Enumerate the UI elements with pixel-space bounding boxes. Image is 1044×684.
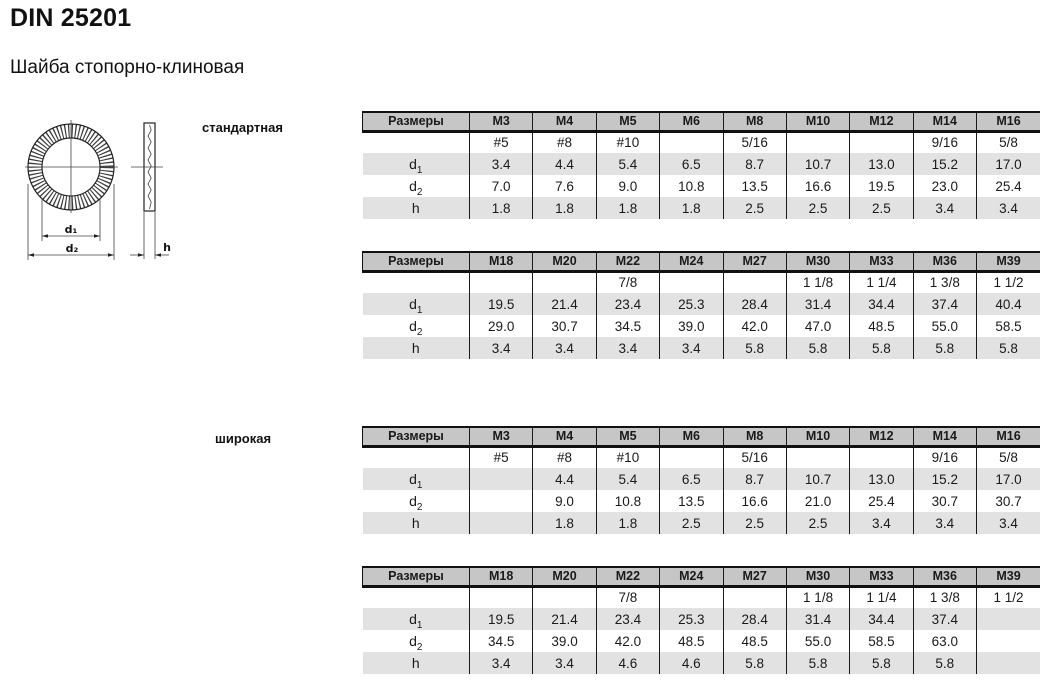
size-column-header: M20: [533, 567, 596, 586]
row-label-cell: h: [411, 200, 420, 216]
dimension-value-cell: 10.7: [786, 468, 849, 490]
dimension-value-cell: 3.4: [977, 512, 1041, 534]
inch-value-cell: 1 1/4: [850, 586, 913, 608]
size-column-header: M18: [470, 567, 533, 586]
dimension-value-cell: 1.8: [596, 197, 659, 219]
inch-value-cell: 9/16: [913, 131, 976, 153]
dimension-value-cell: 5.4: [596, 153, 659, 175]
inch-equivalent-row: [363, 446, 1041, 468]
size-column-header: M10: [786, 112, 849, 131]
dimension-value-cell: 30.7: [913, 490, 976, 512]
size-column-header: M3: [470, 112, 533, 131]
dimension-value-cell: 23.0: [913, 175, 976, 197]
dimension-value-cell: 1.8: [533, 197, 596, 219]
size-column-header: M39: [977, 252, 1041, 271]
table-standard-m18-m39: [362, 251, 1040, 359]
dimension-value-cell: 39.0: [660, 315, 723, 337]
size-column-header: M4: [533, 112, 596, 131]
size-column-header: M5: [596, 112, 659, 131]
washer-technical-drawing: [15, 108, 185, 266]
dimensions-header-cell: Размеры: [363, 252, 470, 271]
dimension-value-cell: 3.4: [977, 197, 1041, 219]
size-column-header: M5: [596, 427, 659, 446]
dimension-row: [363, 630, 1041, 652]
dimension-value-cell: 3.4: [470, 337, 533, 359]
dimension-value-cell: 55.0: [786, 630, 849, 652]
inch-value-cell: [786, 131, 849, 153]
dimension-value-cell: 19.5: [470, 608, 533, 630]
size-column-header: M6: [660, 112, 723, 131]
row-label-cell: $d_1$: [409, 296, 423, 316]
page-title: DIN 25201: [10, 4, 132, 32]
dimension-value-cell: [470, 512, 533, 534]
size-column-header: M33: [850, 252, 913, 271]
dimension-row: [363, 337, 1041, 359]
row-label-cell: $d_2$: [409, 493, 423, 513]
inch-value-cell: 1 1/2: [977, 271, 1041, 293]
dimension-value-cell: 29.0: [470, 315, 533, 337]
dimension-value-cell: [977, 608, 1041, 630]
size-column-header: M18: [470, 252, 533, 271]
dimension-value-cell: 47.0: [786, 315, 849, 337]
inch-value-cell: [533, 271, 596, 293]
dimension-row: [363, 153, 1041, 175]
dimension-value-cell: 8.7: [723, 153, 786, 175]
dimension-row: [363, 652, 1041, 674]
dimension-value-cell: 2.5: [723, 197, 786, 219]
d2-dimension-label: d₂: [65, 242, 79, 255]
size-column-header: M36: [913, 567, 976, 586]
row-label-cell: $d_1$: [409, 611, 423, 631]
dimension-value-cell: 1.8: [533, 512, 596, 534]
inch-value-cell: [850, 446, 913, 468]
dimension-value-cell: 5.8: [913, 652, 976, 674]
dimension-value-cell: 13.0: [850, 153, 913, 175]
dimension-value-cell: 25.3: [660, 608, 723, 630]
inch-value-cell: [470, 271, 533, 293]
dimension-value-cell: 21.0: [786, 490, 849, 512]
inch-value-cell: #5: [470, 131, 533, 153]
dimension-value-cell: 37.4: [913, 293, 976, 315]
dimension-value-cell: 42.0: [723, 315, 786, 337]
dimension-value-cell: 16.6: [786, 175, 849, 197]
dimension-value-cell: 6.5: [660, 153, 723, 175]
size-column-header: M14: [913, 112, 976, 131]
dimension-value-cell: 17.0: [977, 153, 1041, 175]
dimension-value-cell: 19.5: [850, 175, 913, 197]
dimension-value-cell: 16.6: [723, 490, 786, 512]
dimension-value-cell: 48.5: [723, 630, 786, 652]
dimension-value-cell: 3.4: [660, 337, 723, 359]
size-column-header: M27: [723, 567, 786, 586]
row-label-cell: [363, 446, 470, 468]
inch-value-cell: #10: [596, 446, 659, 468]
washer-front-view: [25, 120, 118, 213]
size-column-header: M6: [660, 427, 723, 446]
size-column-header: M16: [977, 112, 1041, 131]
dimension-value-cell: 30.7: [533, 315, 596, 337]
dimension-value-cell: 48.5: [850, 315, 913, 337]
dimension-value-cell: 28.4: [723, 293, 786, 315]
size-column-header: M22: [596, 252, 659, 271]
row-label-cell: h: [411, 655, 420, 671]
dimension-value-cell: 39.0: [533, 630, 596, 652]
dimension-value-cell: 23.4: [596, 293, 659, 315]
table-header-row: [363, 567, 1041, 586]
dimension-value-cell: 2.5: [723, 512, 786, 534]
dimension-row: [363, 197, 1041, 219]
dimension-value-cell: 21.4: [533, 608, 596, 630]
dimension-value-cell: 28.4: [723, 608, 786, 630]
dimension-value-cell: 7.0: [470, 175, 533, 197]
inch-value-cell: 1 1/2: [977, 586, 1041, 608]
row-label-cell: h: [411, 515, 420, 531]
size-column-header: M20: [533, 252, 596, 271]
inch-value-cell: [660, 586, 723, 608]
dimension-value-cell: 9.0: [533, 490, 596, 512]
dimension-value-cell: 1.8: [596, 512, 659, 534]
size-column-header: M3: [470, 427, 533, 446]
size-column-header: M24: [660, 567, 723, 586]
inch-value-cell: 5/16: [723, 446, 786, 468]
d1-dimension-label: d₁: [64, 223, 78, 236]
inch-value-cell: [850, 131, 913, 153]
dimension-value-cell: 5.8: [786, 652, 849, 674]
row-label-cell: [363, 586, 470, 608]
dimension-value-cell: 5.8: [850, 337, 913, 359]
size-column-header: M36: [913, 252, 976, 271]
dimension-value-cell: 5.8: [850, 652, 913, 674]
row-label-cell: $d_2$: [409, 178, 423, 198]
table-standard-m3-m16: [362, 111, 1040, 219]
dimension-value-cell: 19.5: [470, 293, 533, 315]
dimension-value-cell: 10.7: [786, 153, 849, 175]
dimension-value-cell: 8.7: [723, 468, 786, 490]
dimension-value-cell: 3.4: [596, 337, 659, 359]
inch-equivalent-row: [363, 271, 1041, 293]
inch-value-cell: [660, 271, 723, 293]
dimension-value-cell: 58.5: [850, 630, 913, 652]
row-label-cell: [363, 271, 470, 293]
dimension-value-cell: 2.5: [786, 512, 849, 534]
size-column-header: M8: [723, 112, 786, 131]
dimension-value-cell: 2.5: [786, 197, 849, 219]
dimension-value-cell: 5.8: [723, 337, 786, 359]
row-label-cell: h: [411, 340, 420, 356]
size-column-header: M12: [850, 427, 913, 446]
dimension-value-cell: 4.6: [660, 652, 723, 674]
dimension-value-cell: 55.0: [913, 315, 976, 337]
inch-value-cell: #8: [533, 446, 596, 468]
dimension-value-cell: [977, 652, 1041, 674]
inch-value-cell: [723, 271, 786, 293]
dimension-row: [363, 490, 1041, 512]
size-column-header: M27: [723, 252, 786, 271]
dimension-value-cell: 3.4: [533, 652, 596, 674]
table-header-row: [363, 427, 1041, 446]
dimension-value-cell: 1.8: [660, 197, 723, 219]
inch-value-cell: #8: [533, 131, 596, 153]
dimension-value-cell: 58.5: [977, 315, 1041, 337]
dimension-value-cell: 23.4: [596, 608, 659, 630]
size-column-header: M30: [786, 252, 849, 271]
dimension-value-cell: 2.5: [850, 197, 913, 219]
row-label-cell: [363, 131, 470, 153]
dimension-value-cell: [977, 630, 1041, 652]
dimension-value-cell: 5.4: [596, 468, 659, 490]
size-column-header: M12: [850, 112, 913, 131]
inch-value-cell: [723, 586, 786, 608]
dimension-value-cell: 30.7: [977, 490, 1041, 512]
inch-value-cell: #5: [470, 446, 533, 468]
size-column-header: M16: [977, 427, 1041, 446]
dimensions-header-cell: Размеры: [363, 567, 470, 586]
dimension-value-cell: 4.4: [533, 468, 596, 490]
dimension-value-cell: 34.4: [850, 293, 913, 315]
dimension-row: [363, 315, 1041, 337]
inch-value-cell: 1 1/4: [850, 271, 913, 293]
dimension-value-cell: 5.8: [977, 337, 1041, 359]
size-column-header: M33: [850, 567, 913, 586]
dimension-value-cell: [470, 468, 533, 490]
dimension-row: [363, 293, 1041, 315]
size-column-header: M4: [533, 427, 596, 446]
inch-value-cell: [470, 586, 533, 608]
dimension-value-cell: 5.8: [913, 337, 976, 359]
size-column-header: M10: [786, 427, 849, 446]
dimension-value-cell: 2.5: [660, 512, 723, 534]
size-column-header: M39: [977, 567, 1041, 586]
dimension-row: [363, 468, 1041, 490]
dimension-value-cell: 9.0: [596, 175, 659, 197]
inch-value-cell: [660, 446, 723, 468]
inch-value-cell: [533, 586, 596, 608]
dimension-value-cell: [470, 490, 533, 512]
size-column-header: M30: [786, 567, 849, 586]
dimension-value-cell: 3.4: [913, 512, 976, 534]
dimension-value-cell: 3.4: [913, 197, 976, 219]
inch-value-cell: 1 1/8: [786, 586, 849, 608]
section-label-standard: стандартная: [202, 120, 283, 135]
h-dimension: [130, 212, 171, 259]
inch-equivalent-row: [363, 586, 1041, 608]
dimension-value-cell: 13.5: [660, 490, 723, 512]
dimension-row: [363, 608, 1041, 630]
dimension-value-cell: 7.6: [533, 175, 596, 197]
dimension-value-cell: 10.8: [660, 175, 723, 197]
inch-value-cell: [786, 446, 849, 468]
dimension-value-cell: 5.8: [723, 652, 786, 674]
h-dimension-label: h: [163, 241, 171, 254]
inch-value-cell: 1 3/8: [913, 271, 976, 293]
inch-value-cell: #10: [596, 131, 659, 153]
row-label-cell: $d_2$: [409, 318, 423, 338]
dimension-row: [363, 175, 1041, 197]
dimension-value-cell: 4.6: [596, 652, 659, 674]
table-wide-m18-m39: [362, 566, 1040, 674]
dimension-value-cell: 15.2: [913, 153, 976, 175]
row-label-cell: $d_1$: [409, 471, 423, 491]
table-header-row: [363, 112, 1041, 131]
dimension-value-cell: 15.2: [913, 468, 976, 490]
dimension-value-cell: 13.0: [850, 468, 913, 490]
dimension-row: [363, 512, 1041, 534]
size-column-header: M22: [596, 567, 659, 586]
dimension-value-cell: 1.8: [470, 197, 533, 219]
inch-value-cell: 9/16: [913, 446, 976, 468]
section-label-wide: широкая: [215, 431, 272, 446]
dimension-value-cell: 25.3: [660, 293, 723, 315]
row-label-cell: $d_2$: [409, 633, 423, 653]
dimensions-header-cell: Размеры: [363, 427, 470, 446]
page-subtitle: Шайба стопорно-клиновая: [10, 57, 245, 78]
size-column-header: M14: [913, 427, 976, 446]
dimension-value-cell: 3.4: [470, 652, 533, 674]
inch-value-cell: 5/8: [977, 446, 1041, 468]
inch-value-cell: 7/8: [596, 586, 659, 608]
dimension-value-cell: 17.0: [977, 468, 1041, 490]
dimension-value-cell: 4.4: [533, 153, 596, 175]
dimension-value-cell: 25.4: [850, 490, 913, 512]
dimension-value-cell: 13.5: [723, 175, 786, 197]
dimension-value-cell: 3.4: [470, 153, 533, 175]
inch-equivalent-row: [363, 131, 1041, 153]
dimension-value-cell: 31.4: [786, 608, 849, 630]
dimension-value-cell: 31.4: [786, 293, 849, 315]
washer-side-view: [131, 123, 163, 211]
row-label-cell: $d_1$: [409, 156, 423, 176]
dimension-value-cell: 3.4: [533, 337, 596, 359]
dimension-value-cell: 63.0: [913, 630, 976, 652]
inch-value-cell: 1 1/8: [786, 271, 849, 293]
dimension-value-cell: 25.4: [977, 175, 1041, 197]
dimensions-header-cell: Размеры: [363, 112, 470, 131]
inch-value-cell: 5/8: [977, 131, 1041, 153]
dimension-value-cell: 34.5: [596, 315, 659, 337]
inch-value-cell: [660, 131, 723, 153]
dimension-value-cell: 3.4: [850, 512, 913, 534]
table-wide-m3-m16: [362, 426, 1040, 534]
dimension-value-cell: 10.8: [596, 490, 659, 512]
dimension-value-cell: 37.4: [913, 608, 976, 630]
dimension-value-cell: 6.5: [660, 468, 723, 490]
inch-value-cell: 5/16: [723, 131, 786, 153]
dimension-value-cell: 42.0: [596, 630, 659, 652]
inch-value-cell: 7/8: [596, 271, 659, 293]
dimension-value-cell: 5.8: [786, 337, 849, 359]
dimension-value-cell: 34.5: [470, 630, 533, 652]
size-column-header: M8: [723, 427, 786, 446]
inch-value-cell: 1 3/8: [913, 586, 976, 608]
dimension-value-cell: 34.4: [850, 608, 913, 630]
dimension-value-cell: 40.4: [977, 293, 1041, 315]
dimension-value-cell: 21.4: [533, 293, 596, 315]
size-column-header: M24: [660, 252, 723, 271]
dimension-value-cell: 48.5: [660, 630, 723, 652]
table-header-row: [363, 252, 1041, 271]
